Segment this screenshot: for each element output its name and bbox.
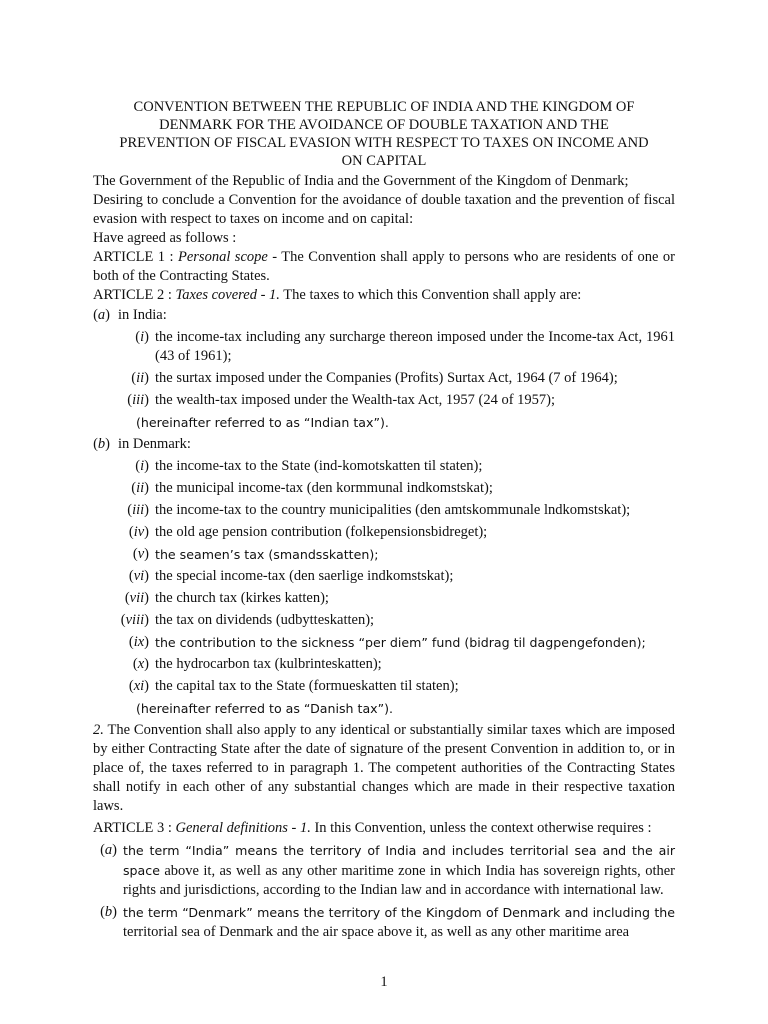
article-text: The taxes to which this Convention shall apply are: <box>279 287 582 303</box>
clause-b-denmark <box>93 435 675 454</box>
clause-heading: in India: <box>118 307 167 323</box>
article-label: ARTICLE 2 : <box>93 287 176 303</box>
list-item: (ix) the contribution to the sickness “per diem” fund (bidrag til dagpengefonden); <box>128 634 646 650</box>
list-item: (iv) the old age pension contribution (folkepensionsbidreget); <box>128 524 488 540</box>
clause-heading: in Denmark: <box>118 436 191 452</box>
article-label: ARTICLE 3 : <box>93 820 176 836</box>
article-2-paragraph-2: 2. The Convention shall also apply to any identical or substantially similar taxes which are imposed by either Contracting State after the date of signature of the present Convention in addition to, or in place of, the taxes referred to in paragraph 1. The competent authorities of the Contracting States shall notify in each other of any substantial changes which are made in their respective taxation laws. <box>93 722 675 814</box>
list-item: (iii) the income-tax to the country municipalities (den amtskommunale lndkomstskat); <box>127 502 631 518</box>
list-item: (i) the income-tax including any surcharge thereon imposed under the Income-tax Act, 1961 (43 of 1961); <box>135 329 675 364</box>
list-item: (viii) the tax on dividends (udbytteskatten); <box>120 612 375 628</box>
definition-a-india: (a) the term “India” means the territory of India and includes territorial sea and the air space above it, as well as any other maritime zone in which India has sovereign rights, other rights and jurisdictions, according to the Indian law and in accordance with international law. <box>93 841 675 900</box>
article-1 <box>93 248 675 286</box>
article-heading: Personal scope <box>178 249 268 265</box>
list-item: (i) the income-tax to the State (ind-komotskatten til staten); <box>135 458 483 474</box>
list-item: (ii) the surtax imposed under the Companies (Profits) Surtax Act, 1964 (7 of 1964); <box>131 370 618 386</box>
preamble-desiring: Desiring to conclude a Convention for the avoidance of double taxation and the prevention of fiscal evasion with respect to taxes on income and on capital: <box>93 192 675 227</box>
list-item: (v) the seamen’s tax (smandsskatten); <box>132 546 379 562</box>
preamble-governments: The Government of the Republic of India and the Government of the Kingdom of Denmark; <box>93 173 629 189</box>
title-line: ON CAPITAL <box>341 153 427 169</box>
clause-label: (b) <box>100 904 117 920</box>
clause-label: (a) <box>100 842 117 858</box>
article-text: In this Convention, unless the context otherwise requires : <box>310 820 652 836</box>
indian-tax-note: (hereinafter referred to as “Indian tax”). <box>136 415 389 430</box>
document-body <box>93 172 675 942</box>
list-item: (vii) the church tax (kirkes katten); <box>124 590 329 606</box>
list-item: (x) the hydrocarbon tax (kulbrinteskatten); <box>132 656 382 672</box>
clause-a-india <box>93 306 675 325</box>
article-heading: General definitions - 1. <box>175 820 311 836</box>
article-3 <box>93 819 675 838</box>
preamble-agreed: Have agreed as follows : <box>93 230 237 246</box>
list-item: (iii) the wealth-tax imposed under the Wealth-tax Act, 1957 (24 of 1957); <box>127 392 556 408</box>
list-item: (ii) the municipal income-tax (den kormmunal indkomstskat); <box>131 480 493 496</box>
list-item: (xi) the capital tax to the State (formueskatten til staten); <box>128 678 459 694</box>
title-line: CONVENTION BETWEEN THE REPUBLIC OF INDIA AND THE KINGDOM OF <box>133 99 635 115</box>
article-text: - The Convention shall apply to persons who are residents of one or both of the Contracting States. <box>93 249 676 284</box>
clause-label: (b) <box>93 436 110 452</box>
document-title <box>90 98 678 170</box>
definition-b-denmark: (b) the term “Denmark” means the territory of the Kingdom of Denmark and including the territorial sea of Denmark and the air space above it, as well as any other maritime area <box>93 903 675 942</box>
title-line: DENMARK FOR THE AVOIDANCE OF DOUBLE TAXATION AND THE <box>159 117 609 133</box>
page-number: 1 <box>380 974 388 990</box>
title-line: PREVENTION OF FISCAL EVASION WITH RESPECT TO TAXES ON INCOME AND <box>119 135 649 151</box>
clause-label: (a) <box>93 307 110 323</box>
list-item: (vi) the special income-tax (den saerlige indkomstskat); <box>128 568 454 584</box>
article-heading: Taxes covered - 1. <box>175 287 280 303</box>
danish-tax-note: (hereinafter referred to as “Danish tax”). <box>136 701 394 716</box>
article-label: ARTICLE 1 : <box>93 249 178 265</box>
article-2 <box>93 286 675 305</box>
